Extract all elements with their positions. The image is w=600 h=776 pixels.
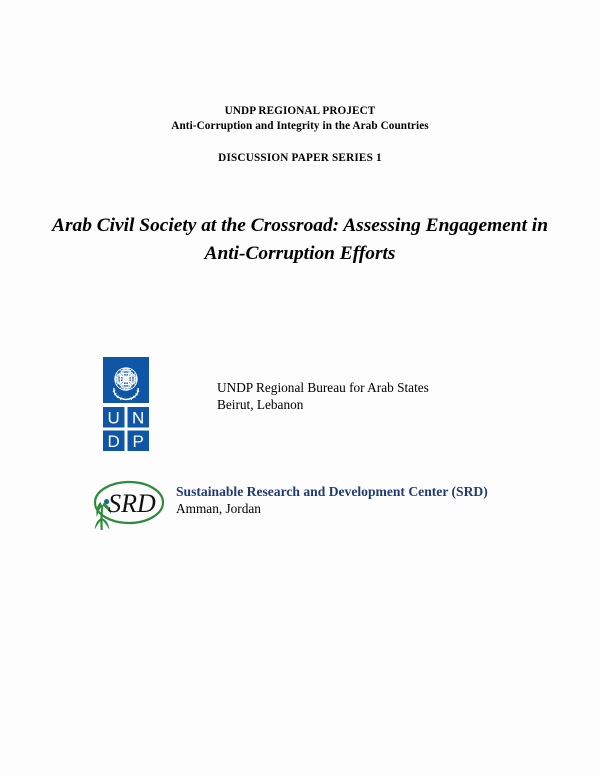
undp-org-line-1: UNDP Regional Bureau for Arab States — [217, 380, 429, 395]
undp-logo-letter-n: N — [132, 408, 145, 428]
header-block — [0, 104, 600, 166]
srd-org-line-1: Sustainable Research and Development Center (SRD) — [176, 484, 488, 499]
undp-org-line-2: Beirut, Lebanon — [217, 397, 304, 412]
page-title: Arab Civil Society at the Crossroad: Assessing Engagement in Anti-Corruption Efforts — [52, 215, 548, 264]
undp-logo — [103, 357, 149, 451]
undp-logo-letter-d: D — [107, 432, 120, 451]
undp-org-text — [217, 379, 429, 413]
srd-org-text — [176, 483, 488, 517]
undp-logo-letter-u: U — [107, 408, 120, 428]
srd-logo — [88, 480, 168, 534]
discussion-paper-series-label: DISCUSSION PAPER SERIES 1 — [218, 152, 382, 164]
undp-block — [103, 357, 429, 451]
srd-logo-wordmark: SRD — [108, 489, 156, 518]
project-title-line-2: Anti-Corruption and Integrity in the Arab Countries — [171, 120, 429, 132]
srd-org-line-2: Amman, Jordan — [176, 501, 261, 516]
project-title-line-1: UNDP REGIONAL PROJECT — [224, 105, 376, 117]
undp-logo-letter-p: P — [132, 432, 144, 451]
srd-block — [88, 480, 488, 534]
